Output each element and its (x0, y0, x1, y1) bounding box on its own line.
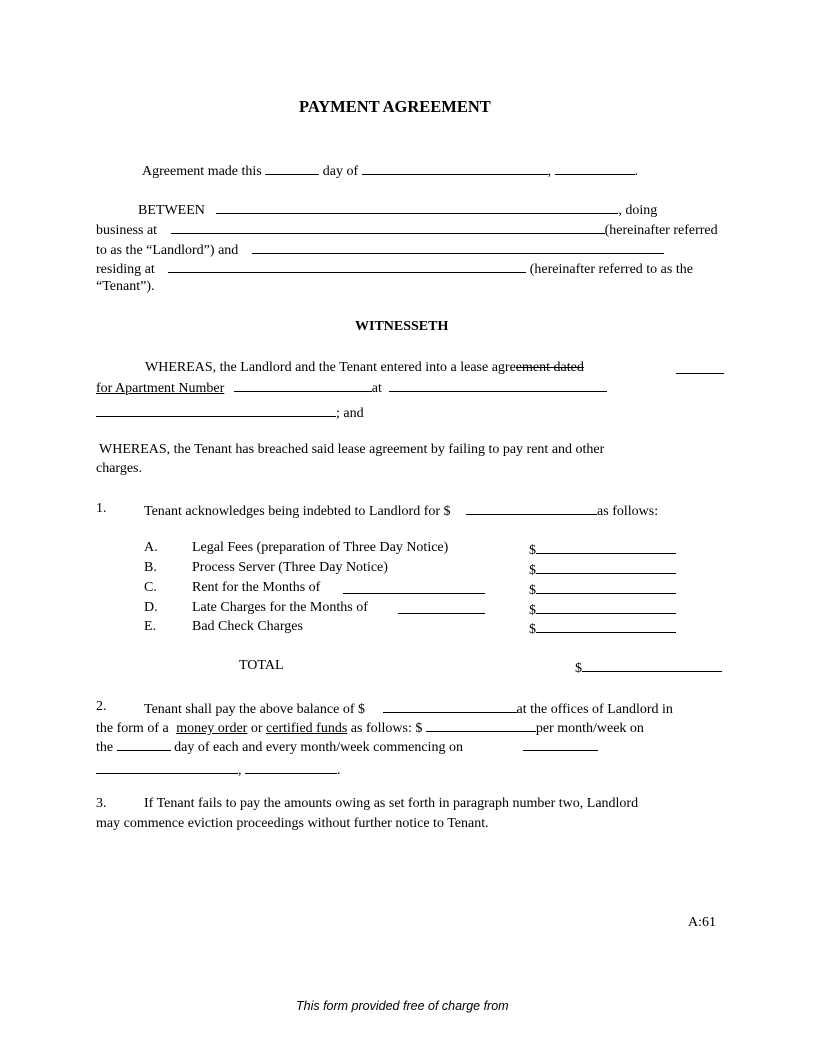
total-label: TOTAL (239, 658, 284, 673)
item-c-letter: C. (144, 580, 157, 595)
item-d-label: Late Charges for the Months of (192, 600, 368, 615)
item-b-amount (529, 560, 676, 579)
rent-amount-blank[interactable] (536, 580, 676, 594)
whereas1-line3 (96, 403, 364, 422)
doing-label: , doing (618, 203, 658, 218)
dollar-sign: $ (575, 661, 582, 676)
item-d-letter: D. (144, 600, 158, 615)
late-charges-amount-blank[interactable] (536, 600, 676, 614)
commencing-date-blank[interactable] (523, 737, 598, 751)
certified-funds-option: certified funds (266, 721, 348, 736)
intro-day-of: day of (322, 164, 359, 179)
the-label: the (96, 740, 114, 755)
item-a-amount (529, 540, 676, 559)
witnesseth-heading: WITNESSETH (355, 319, 449, 334)
total-amount-blank[interactable] (582, 658, 722, 672)
for-apartment-label: for Apartment Number (96, 381, 225, 396)
clause2-text: Tenant shall pay the above balance of $ (144, 702, 365, 717)
process-server-amount-blank[interactable] (536, 560, 676, 574)
to-as-landlord-label: to as the “Landlord”) and (96, 243, 239, 258)
business-line (96, 220, 718, 239)
dollar-sign: $ (529, 603, 536, 618)
day-blank[interactable] (265, 161, 319, 175)
balance-amount-blank[interactable] (383, 699, 517, 713)
late-months-blank[interactable] (398, 600, 485, 614)
clause2-number: 2. (96, 699, 107, 714)
clause3-line1: If Tenant fails to pay the amounts owing as set forth in paragraph number two, Landlord (144, 796, 639, 811)
clause2-offices: at the offices of Landlord in (516, 702, 673, 717)
form-of-a-label: the form of a (96, 721, 169, 736)
indebted-amount-blank[interactable] (466, 501, 597, 515)
payment-day-blank[interactable] (117, 737, 171, 751)
item-a-label: Legal Fees (preparation of Three Day Notice) (192, 540, 449, 555)
per-month-label: per month/week on (535, 721, 644, 736)
year-blank[interactable] (555, 161, 635, 175)
whereas2-line1: WHEREAS, the Tenant has breached said lease agreement by failing to pay rent and other (99, 442, 605, 457)
clause1-number: 1. (96, 501, 107, 516)
residing-at-label: residing at (96, 262, 155, 277)
item-c-amount (529, 580, 676, 599)
whereas1-line1 (145, 360, 584, 376)
footer-note: This form provided free of charge from (296, 999, 509, 1013)
clause2-comma: , (238, 763, 242, 778)
apartment-address-blank[interactable] (389, 378, 607, 392)
clause2-line4 (96, 760, 341, 779)
payment-amount-blank[interactable] (426, 718, 536, 732)
legal-fees-amount-blank[interactable] (536, 540, 676, 554)
item-b-label: Process Server (Three Day Notice) (192, 560, 388, 575)
intro-made-this: Agreement made this (142, 164, 262, 179)
commencing-year-blank[interactable] (245, 760, 337, 774)
as-follows-label: as follows: $ (350, 721, 423, 736)
clause1-line (144, 501, 658, 520)
business-address-blank[interactable] (171, 220, 605, 234)
clause1-text: Tenant acknowledges being indebted to Landlord for $ (144, 504, 451, 519)
apartment-number-blank[interactable] (234, 378, 372, 392)
money-order-option: money order (176, 721, 248, 736)
clause3-line2: may commence eviction proceedings without further notice to Tenant. (96, 816, 489, 831)
intro-comma: , (547, 164, 552, 179)
at-label: at (371, 381, 382, 396)
or-label: or (250, 721, 263, 736)
item-e-amount (529, 619, 676, 638)
and-label: ; and (336, 406, 364, 421)
landlord-line (96, 240, 664, 259)
clause2-line3 (96, 737, 463, 756)
commencing-month-blank[interactable] (96, 760, 238, 774)
item-d-amount (529, 600, 676, 619)
item-e-letter: E. (144, 619, 157, 634)
intro-period: . (634, 164, 639, 179)
dollar-sign: $ (529, 583, 536, 598)
dollar-sign: $ (529, 543, 536, 558)
whereas1-line2 (96, 378, 607, 397)
item-c-label: Rent for the Months of (192, 580, 321, 595)
whereas2-line2: charges. (96, 461, 142, 476)
hereinafter-tenant-label: (hereinafter referred to as the (529, 262, 693, 277)
business-at-label: business at (96, 223, 158, 238)
total-amount (575, 658, 722, 677)
day-of-each-label: day of each and every month/week commencing on (174, 740, 463, 755)
intro-line (142, 161, 638, 180)
tenant-close-line: “Tenant”). (96, 279, 155, 294)
document-title: PAYMENT AGREEMENT (299, 97, 491, 116)
between-label: BETWEEN (138, 203, 205, 218)
clause2-line1 (144, 699, 673, 718)
hereinafter-referred-label: (hereinafter referred (604, 223, 718, 238)
month-blank[interactable] (362, 161, 548, 175)
residing-line (96, 259, 693, 278)
clause3-number: 3. (96, 796, 107, 811)
dollar-sign: $ (529, 622, 536, 637)
dollar-sign: $ (529, 563, 536, 578)
landlord-name-blank[interactable] (216, 200, 618, 214)
clause1-as-follows: as follows: (597, 504, 659, 519)
tenant-address-blank[interactable] (168, 259, 526, 273)
item-b-letter: B. (144, 560, 157, 575)
clause2-line2 (96, 718, 644, 737)
rent-months-blank[interactable] (343, 580, 485, 594)
whereas1-start: WHEREAS, the Landlord and the Tenant entered into a lease agre (145, 360, 516, 375)
tenant-name-blank[interactable] (252, 240, 664, 254)
apartment-address-blank-2[interactable] (96, 403, 336, 417)
clause2-period: . (337, 763, 341, 778)
between-line (138, 200, 657, 219)
whereas1-struck: ement dated (515, 360, 584, 375)
item-a-letter: A. (144, 540, 158, 555)
lease-date-blank[interactable] (676, 360, 724, 374)
bad-check-amount-blank[interactable] (536, 619, 676, 633)
item-e-label: Bad Check Charges (192, 619, 303, 634)
form-code: A:61 (688, 915, 716, 930)
